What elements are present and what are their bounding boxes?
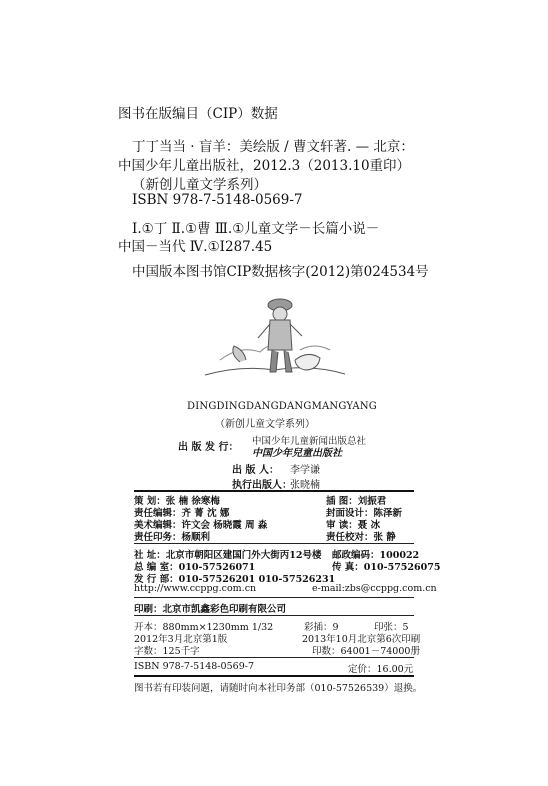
exec-publisher-label: 执行出版人：: [232, 480, 292, 491]
staff-left-2: 美术编辑：许文会 杨晓霞 周 淼: [134, 520, 268, 531]
format: 开本：880mm×1230mm 1/32: [134, 622, 274, 633]
publisher-line-1: 中国少年儿童新闻出版总社: [252, 436, 367, 447]
series-name: （新创儿童文学系列）: [215, 419, 315, 430]
staff-right-1: 封面设计：陈泽新: [326, 508, 403, 519]
cip-class-2: 中国－当代 Ⅳ.①I287.45: [118, 239, 273, 255]
isbn: ISBN 978-7-5148-0569-7: [134, 661, 254, 672]
divider: [134, 543, 414, 544]
staff-right-3: 责任校对：张 静: [326, 532, 396, 543]
staff-left-1: 责任编辑：齐 菁 沈 娜: [134, 508, 230, 519]
divider: [134, 675, 414, 677]
printer: 印刷：北京市凯鑫彩色印刷有限公司: [134, 604, 287, 615]
reprint: 2013年10月北京第6次印刷: [302, 634, 421, 645]
word-count: 字数：125千字: [134, 646, 200, 657]
divider: [134, 615, 414, 616]
illustration: [200, 290, 350, 390]
print-run: 印数：64001－74000册: [312, 646, 420, 657]
publisher-line-2: 中国少年兒童出版社: [252, 448, 342, 459]
price: 定价：16.00元: [348, 664, 414, 675]
publisher-label: 出 版 发 行：: [178, 442, 239, 453]
edition: 2012年3月北京第1版: [134, 634, 228, 645]
cip-isbn: ISBN 978-7-5148-0569-7: [132, 192, 303, 208]
postcode: 邮政编码：100022: [332, 550, 420, 561]
color-pages: 彩插：9: [304, 622, 339, 633]
cip-line-2: 中国少年儿童出版社，2012.3（2013.10重印）: [118, 158, 411, 174]
return-notice: 图书若有印装问题，请随时向本社印务部（010-57526539）退换。: [134, 683, 423, 694]
address: 社 址：北京市朝阳区建国门外大街丙12号楼: [134, 550, 322, 561]
series-pinyin: DINGDINGDANGDANGMANGYANG: [187, 401, 377, 412]
divider: [134, 490, 414, 492]
editorial-office: 总 编 室：010-57526071: [134, 562, 256, 573]
cip-class-1: Ⅰ.①丁 Ⅱ.①曹 Ⅲ.①儿童文学－长篇小说－: [132, 221, 380, 237]
sales-dept: 发 行 部：010-57526201 010-57526231: [134, 574, 336, 585]
staff-left-3: 责任印务：杨顺利: [134, 532, 211, 543]
fax: 传 真：010-57526075: [332, 562, 441, 573]
divider: [134, 597, 414, 598]
cip-heading: 图书在版编目（CIP）数据: [118, 106, 278, 122]
cip-line-1: 丁丁当当 · 盲羊：美绘版 / 曹文轩著. — 北京：: [132, 139, 414, 155]
cip-record: 中国版本图书馆CIP数据核字(2012)第024534号: [132, 264, 429, 280]
staff-right-2: 审 读：聂 冰: [326, 520, 381, 531]
sheets: 印张：5: [374, 622, 409, 633]
cip-line-3: （新创儿童文学系列）: [132, 177, 267, 193]
email-link: e-mail:zbs@ccppg.com.cn: [312, 583, 437, 594]
website-link: http://www.ccppg.com.cn: [134, 583, 257, 594]
staff-right-0: 插 图：刘振君: [326, 496, 387, 507]
chuban-value: 李学谦: [290, 465, 320, 476]
divider: [134, 657, 414, 658]
staff-left-0: 策 划：张 楠 徐寒梅: [134, 496, 220, 507]
chuban-label: 出 版 人：: [232, 465, 279, 476]
exec-publisher-value: 张晓楠: [290, 480, 320, 491]
